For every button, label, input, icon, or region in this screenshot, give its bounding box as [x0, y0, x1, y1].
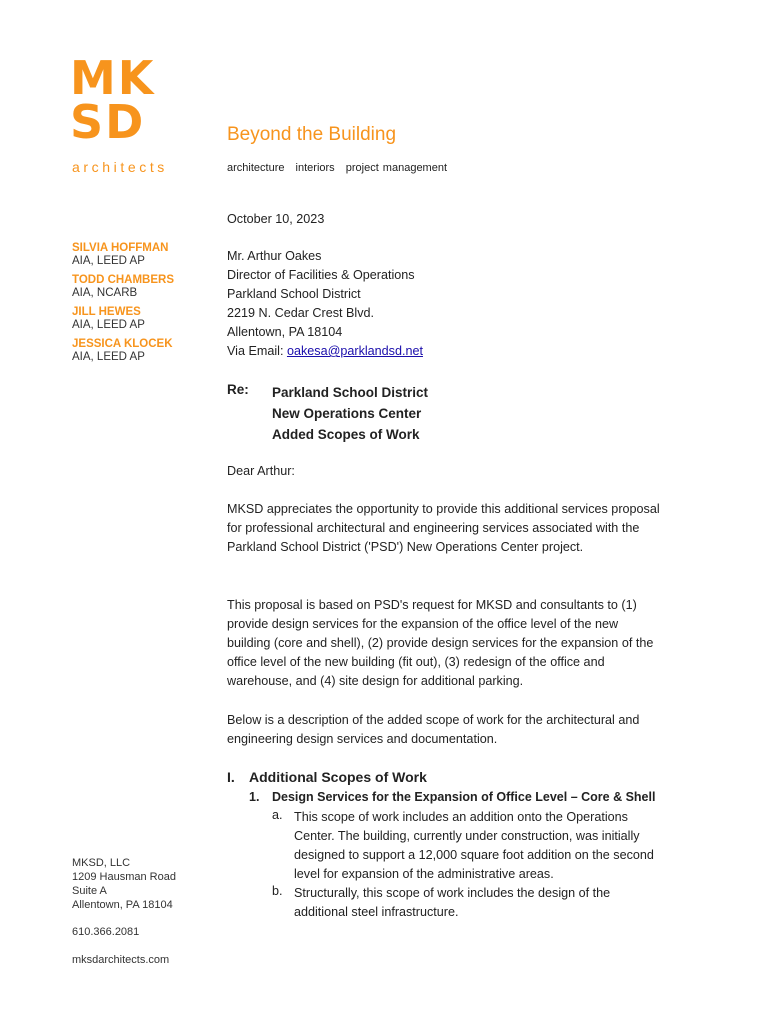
recipient-street: 2219 N. Cedar Crest Blvd. [227, 306, 374, 320]
company-address-line: 1209 Hausman Road [72, 871, 176, 883]
partner-entry [72, 306, 212, 332]
re-line: Parkland School District [272, 385, 429, 400]
section-title: Additional Scopes of Work [249, 769, 427, 785]
list-item-letter: b. [272, 884, 283, 898]
partners-list [72, 242, 212, 370]
re-line: Added Scopes of Work [272, 427, 420, 442]
recipient-block [227, 247, 661, 361]
recipient-city: Allentown, PA 18104 [227, 325, 343, 339]
section-number: I. [227, 769, 235, 785]
paragraph: This proposal is based on PSD's request for MKSD and consultants to (1) provide design services for the expansion of the office level of the new building (core and shell), (2) provide design services for the expansion of the office level of the new building (fit out), (3) redesign of the office and warehouse, and (4) site design for additional parking. [227, 598, 654, 688]
company-phone: 610.366.2081 [72, 926, 140, 938]
service-item: interiors [295, 162, 335, 174]
partner-entry [72, 242, 212, 268]
paragraph: Below is a description of the added scope of work for the architectural and engineering design services and documentation. [227, 713, 640, 746]
paragraph: MKSD appreciates the opportunity to provide this additional services proposal for professional architectural and engineering services associated with the Parkland School District ('PSD') New Operations Center project. [227, 502, 660, 554]
logo-sd: SD [70, 95, 146, 149]
tagline: Beyond the Building [227, 124, 397, 145]
partner-name: TODD CHAMBERS [72, 274, 175, 286]
re-subject [272, 382, 428, 445]
partner-credentials: AIA, LEED AP [72, 351, 145, 363]
company-name: MKSD, LLC [72, 857, 131, 869]
recipient-email-line [227, 342, 661, 361]
company-address-line: Suite A [72, 885, 107, 897]
logo-mk: MK [70, 51, 156, 105]
list-item-letter: a. [272, 808, 283, 822]
logo-architects: architects [72, 159, 168, 175]
subsection-number: 1. [249, 790, 260, 804]
partner-name: SILVIA HOFFMAN [72, 242, 169, 254]
partner-credentials: AIA, LEED AP [72, 319, 145, 331]
service-item: project management [345, 162, 448, 174]
partner-credentials: AIA, NCARB [72, 287, 138, 299]
company-website[interactable]: mksdarchitects.com [72, 954, 170, 966]
partner-name: JESSICA KLOCEK [72, 338, 173, 350]
company-city: Allentown, PA 18104 [72, 899, 173, 911]
recipient-title: Director of Facilities & Operations [227, 268, 415, 282]
list-item-text: This scope of work includes an addition onto the Operations Center. The building, currently under construction, was initially designed to support a 12,000 square foot addition on the second level for expansion of the administrative areas. [294, 810, 654, 881]
re-label: Re: [227, 382, 249, 397]
company-address [72, 856, 176, 912]
subsection-title: Design Services for the Expansion of Office Level – Core & Shell [272, 790, 656, 804]
salutation: Dear Arthur: [227, 464, 295, 478]
re-line: New Operations Center [272, 406, 422, 421]
partner-name: JILL HEWES [72, 306, 141, 318]
recipient-name: Mr. Arthur Oakes [227, 249, 322, 263]
email-prefix: Via Email: [227, 344, 284, 358]
letter-date: October 10, 2023 [227, 212, 325, 226]
partner-credentials: AIA, LEED AP [72, 255, 145, 267]
partner-entry [72, 338, 212, 364]
list-item-text: Structurally, this scope of work includes the design of the additional steel infrastructure. [294, 886, 611, 919]
partner-entry [72, 274, 212, 300]
recipient-email-link[interactable]: oakesa@parklandsd.net [286, 344, 423, 358]
recipient-org: Parkland School District [227, 287, 361, 301]
services-list [227, 162, 454, 174]
service-item: architecture [227, 162, 285, 174]
